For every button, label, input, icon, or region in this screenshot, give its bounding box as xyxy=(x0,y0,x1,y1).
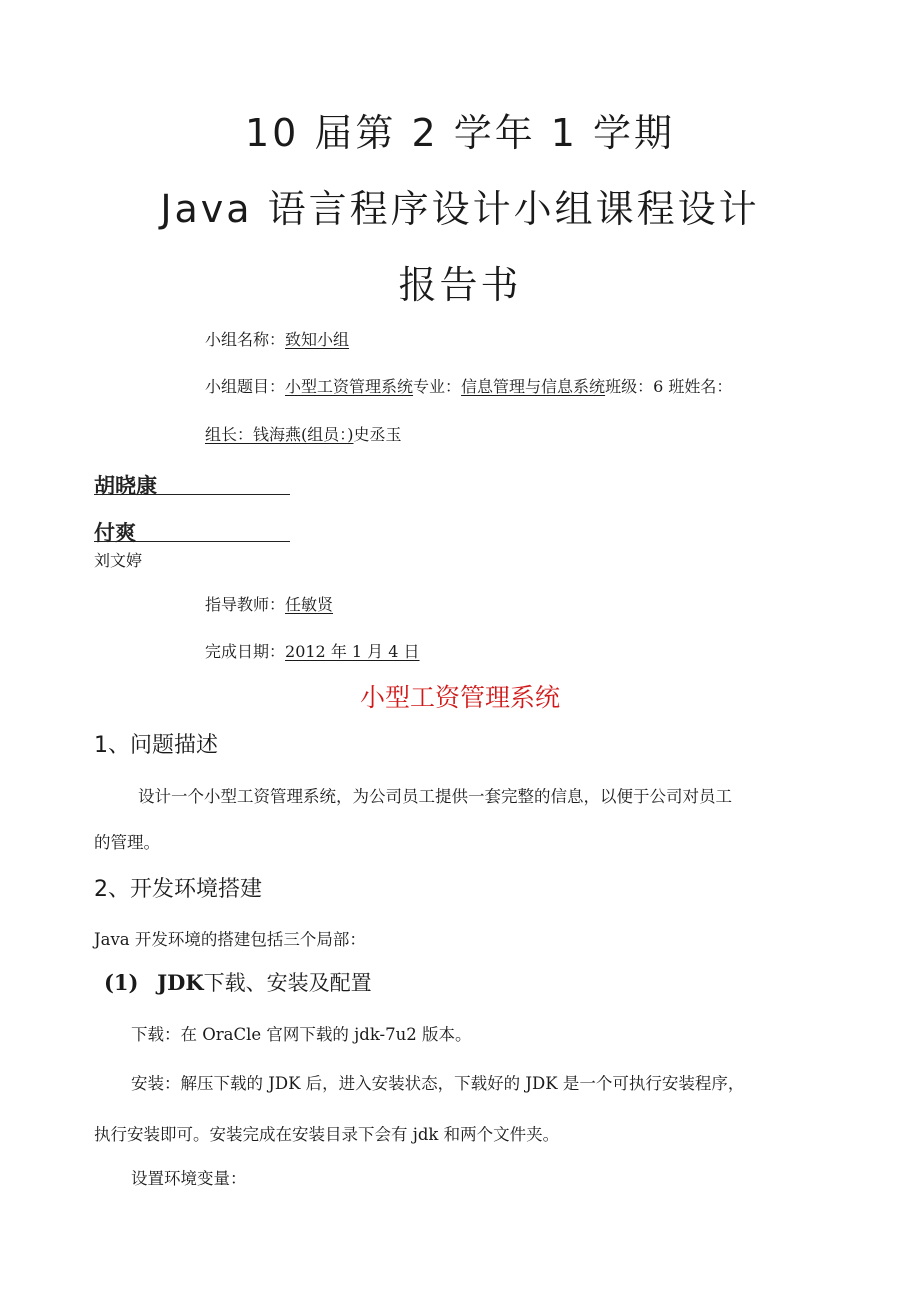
subsection-number: (1) xyxy=(104,970,139,995)
members-row xyxy=(205,422,402,445)
report-title-line2: Java 语言程序设计小组课程设计 xyxy=(160,187,760,231)
teacher-row xyxy=(205,592,333,615)
leader-line: 组长：钱海燕(组员：) xyxy=(205,425,354,444)
subsection-bold-text: JDK xyxy=(157,970,204,995)
date-row xyxy=(205,639,420,662)
section-heading: 1、问题描述 xyxy=(94,733,218,758)
paragraph-line: 安装：解压下载的 JDK 后，进入安装状态，下载好的 JDK 是一个可执行安装程序， xyxy=(131,1074,745,1093)
major-label: 专业： xyxy=(413,377,462,396)
subsection-heading xyxy=(104,967,372,997)
report-title-line3: 报告书 xyxy=(398,263,522,307)
paragraph-line: 执行安装即可。安装完成在安装目录下会有 jdk 和两个文件夹。 xyxy=(94,1125,560,1144)
paragraph-line: 设置环境变量： xyxy=(131,1169,247,1188)
group-name-row xyxy=(205,327,349,350)
system-title: 小型工资管理系统 xyxy=(359,683,560,712)
teacher-label: 指导教师： xyxy=(205,595,286,614)
section-heading: 2、开发环境搭建 xyxy=(94,877,262,902)
signature-line xyxy=(94,494,290,495)
group-name-label: 小组名称： xyxy=(205,330,286,349)
subsection-title: 下载、安装及配置 xyxy=(203,971,372,995)
date-value: 2012 年 1 月 4 日 xyxy=(285,642,420,661)
teacher-value: 任敏贤 xyxy=(285,595,334,614)
date-label: 完成日期： xyxy=(205,642,286,661)
report-title-line1: 10 届第 2 学年 1 学期 xyxy=(244,111,676,155)
topic-value: 小型工资管理系统 xyxy=(285,377,414,396)
paragraph-line: Java 开发环境的搭建包括三个局部： xyxy=(94,930,366,949)
group-name-value: 致知小组 xyxy=(285,330,350,349)
member-inline: 史丞玉 xyxy=(353,425,402,444)
major-value: 信息管理与信息系统 xyxy=(461,377,606,396)
topic-label: 小组题目： xyxy=(205,377,286,396)
paragraph-line: 的管理。 xyxy=(94,833,160,852)
signature-line xyxy=(94,541,290,542)
topic-row xyxy=(205,374,732,397)
class-text: 班级：6 班姓名： xyxy=(605,377,733,396)
member-name: 刘文婷 xyxy=(94,551,143,570)
paragraph-line: 下载：在 OraCle 官网下载的 jdk-7u2 版本。 xyxy=(131,1025,472,1044)
member-name: 付爽 xyxy=(94,521,136,545)
member-name: 胡晓康 xyxy=(94,474,157,498)
paragraph-line: 设计一个小型工资管理系统，为公司员工提供一套完整的信息，以便于公司对员工 xyxy=(138,787,732,806)
